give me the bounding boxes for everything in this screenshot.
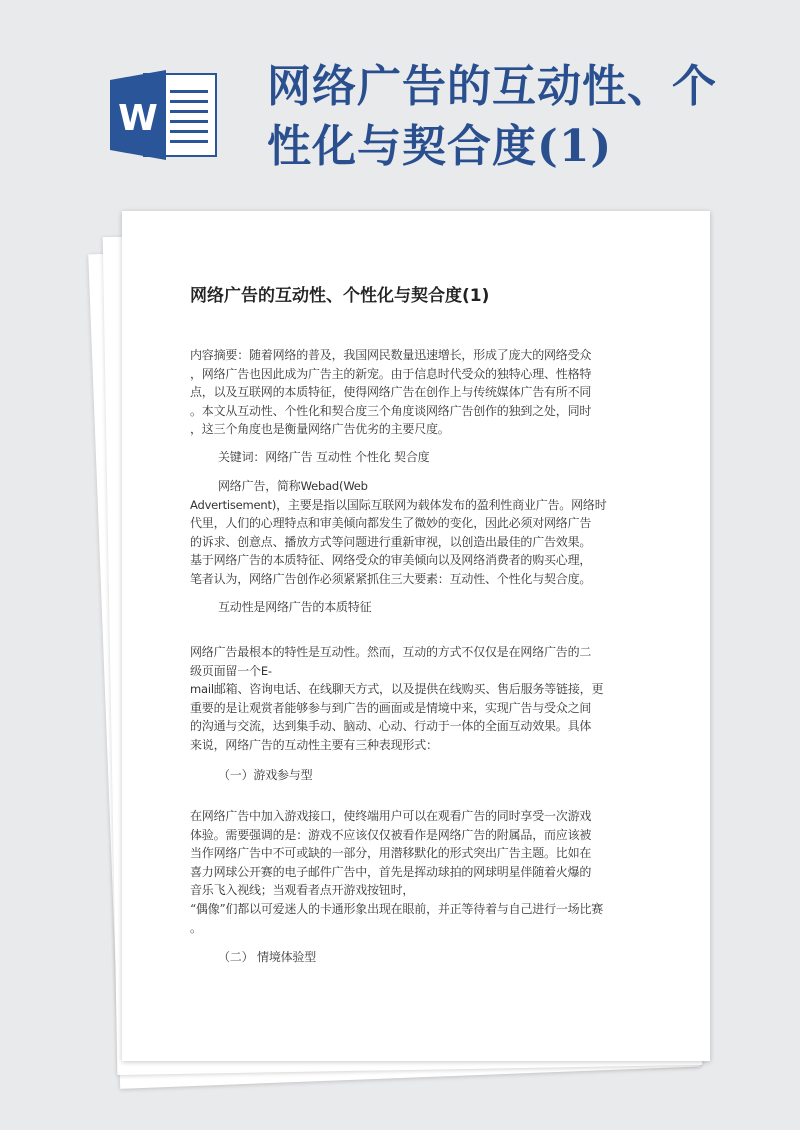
section-1-heading-block [190, 598, 640, 617]
section-1-line: 来说，网络广告的互动性主要有三种表现形式： [190, 737, 438, 752]
abstract-block [190, 346, 640, 439]
subsection-1-line: “偶像”们都以可爱迷人的卡通形象出现在眼前，并正等待着与自己进行一场比赛 [190, 901, 604, 916]
intro-line: 基于网络广告的本质特征、网络受众的审美倾向以及网络消费者的购买心理， [190, 553, 592, 568]
word-document-icon [108, 66, 220, 162]
section-1-line [190, 662, 640, 681]
section-1-text: 级页面留一个 [190, 663, 261, 678]
keywords-line: 关键词：网络广告 互动性 个性化 契合度 [218, 450, 430, 464]
intro-line: 代里，人们的心理特点和审美倾向都发生了微妙的变化，因此必须对网络广告 [190, 516, 592, 531]
subsection-1-line: 音乐飞入视线；当观看者点开游戏按钮时， [190, 883, 415, 898]
subsection-heading: （一）游戏参与型 [218, 768, 313, 782]
abstract-line: 。本文从互动性、个性化和契合度三个角度谈网络广告创作的独到之处，同时 [190, 403, 592, 418]
section-1-line [190, 680, 640, 699]
subsection-1-line: 。 [190, 920, 202, 935]
abstract-line: ，网络广告也因此成为广告主的新宠。由于信息时代受众的独特心理、性格特 [190, 366, 592, 381]
intro-line [190, 477, 640, 496]
intro-line: 的诉求、创意点、播放方式等问题进行重新审视，以创造出最佳的广告效果。 [190, 534, 592, 549]
intro-text: 网络广告，简称 [218, 479, 301, 493]
page-title [267, 57, 777, 177]
subsection-1-line: 在网络广告中加入游戏接口，使终端用户可以在观看广告的同时享受一次游戏 [190, 809, 592, 823]
intro-term: Advertisement) [190, 497, 277, 512]
abstract-line: ，这三个角度也是衡量网络广告优劣的主要尺度。 [190, 422, 450, 437]
section-1-term: mail [190, 682, 214, 697]
intro-line: 笔者认为，网络广告创作必须紧紧抓住三大要素：互动性、个性化与契合度。 [190, 571, 592, 586]
word-logo-letter: W [118, 98, 158, 139]
document-title: 网络广告的互动性、个性化与契合度(1) [190, 286, 490, 306]
keywords-block [190, 448, 640, 467]
section-1-line: 的沟通与交流，达到集手动、脑动、心动、行动于一体的全面互动效果。具体 [190, 719, 592, 734]
subsection-2-heading-block [190, 948, 640, 967]
section-1-line: 重要的是让观赏者能够参与到广告的画面或是情境中来，实现广告与受众之间 [190, 700, 592, 715]
subsection-1-line: 当作网络广告中不可或缺的一部分，用潜移默化的形式突出广告主题。比如在 [190, 846, 592, 861]
page-title-line-1: 网络广告的互动性、个 [267, 61, 717, 112]
intro-text: ，主要是指以国际互联网为载体发布的盈利性商业广告。网络时 [276, 497, 607, 512]
section-heading: 互动性是网络广告的本质特征 [218, 600, 372, 614]
section-1-line: 网络广告最根本的特性是互动性。然而，互动的方式不仅仅是在网络广告的二 [190, 645, 592, 659]
subsection-1-heading-block [190, 766, 640, 785]
subsection-heading: （二） 情境体验型 [218, 950, 317, 964]
abstract-line: 点，以及互联网的本质特征，使得网络广告在创作上与传统媒体广告有所不同 [190, 385, 592, 400]
abstract-line: 内容摘要：随着网络的普及，我国网民数量迅速增长，形成了庞大的网络受众 [190, 348, 592, 362]
page-title-line-2: 性化与契合度(1) [267, 121, 613, 172]
page-header [0, 0, 800, 200]
section-1-term: E- [260, 663, 272, 678]
subsection-1-paragraph [190, 807, 640, 937]
intro-term: Webad(Web [300, 479, 368, 493]
section-1-text: 邮箱、咨询电话、在线聊天方式，以及提供在线购买、售后服务等链接，更 [213, 682, 604, 697]
subsection-1-line: 喜力网球公开赛的电子邮件广告中，首先是挥动球拍的网球明星伴随着火爆的 [190, 864, 592, 879]
intro-paragraph [190, 477, 640, 589]
section-1-paragraph [190, 643, 640, 755]
subsection-1-line: 体验。需要强调的是：游戏不应该仅仅被看作是网络广告的附属品，而应该被 [190, 827, 592, 842]
intro-line [190, 496, 640, 515]
